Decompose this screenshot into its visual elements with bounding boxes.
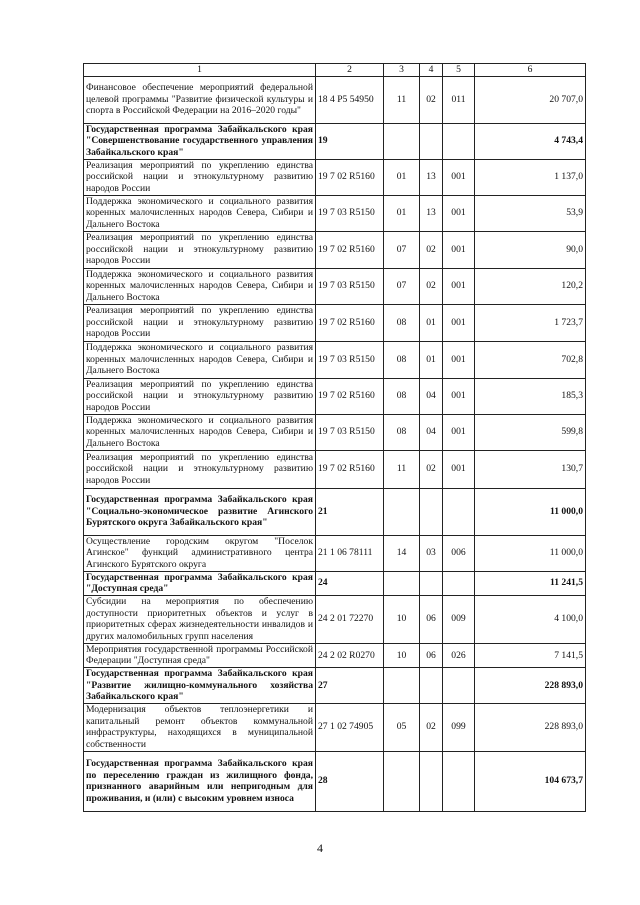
row-subsection-cell (420, 571, 443, 595)
row-sum-cell: 599,8 (475, 414, 586, 450)
row-name-cell: Поддержка экономического и социального развития коренных малочисленных народов Севера, Сибири и Дальнего Востока (84, 268, 316, 304)
row-subsection-cell (420, 123, 443, 159)
row-section-cell: 08 (384, 414, 420, 450)
table-row (84, 667, 586, 703)
row-grbs-cell: 099 (443, 703, 475, 751)
table-row (84, 414, 586, 450)
row-subsection-cell: 06 (420, 595, 443, 643)
row-sum-cell: 120,2 (475, 268, 586, 304)
row-sum-cell: 228 893,0 (475, 667, 586, 703)
row-name-cell: Реализация мероприятий по укреплению единства российской нации и этнокультурному развитию народов России (84, 378, 316, 414)
row-code-cell: 19 7 02 R5160 (316, 231, 384, 268)
row-section-cell: 11 (384, 450, 420, 488)
row-subsection-cell: 13 (420, 159, 443, 195)
row-code-cell: 19 7 02 R5160 (316, 304, 384, 341)
row-subsection-cell: 02 (420, 268, 443, 304)
row-sum-cell: 11 000,0 (475, 535, 586, 571)
row-grbs-cell: 001 (443, 195, 475, 231)
row-name-cell: Финансовое обеспечение мероприятий федеральной целевой программы "Развитие физической культуры и спорта в Российской Федерации на 2016–2020 годы" (84, 76, 316, 123)
row-section-cell (384, 667, 420, 703)
row-section-cell (384, 123, 420, 159)
row-sum-cell: 130,7 (475, 450, 586, 488)
table-row (84, 268, 586, 304)
table-row (84, 195, 586, 231)
col-header-4: 4 (420, 64, 443, 77)
row-grbs-cell (443, 123, 475, 159)
row-section-cell: 07 (384, 268, 420, 304)
row-grbs-cell: 001 (443, 341, 475, 378)
row-name-cell: Реализация мероприятий по укреплению единства российской нации и этнокультурному развитию народов России (84, 304, 316, 341)
row-sum-cell: 228 893,0 (475, 703, 586, 751)
col-header-5: 5 (443, 64, 475, 77)
row-sum-cell: 4 743,4 (475, 123, 586, 159)
row-grbs-cell: 001 (443, 159, 475, 195)
row-subsection-cell: 04 (420, 378, 443, 414)
row-section-cell: 08 (384, 378, 420, 414)
row-grbs-cell: 011 (443, 76, 475, 123)
table-row (84, 341, 586, 378)
row-grbs-cell: 026 (443, 643, 475, 667)
row-section-cell (384, 571, 420, 595)
row-section-cell: 01 (384, 195, 420, 231)
row-code-cell: 19 7 02 R5160 (316, 378, 384, 414)
row-section-cell: 11 (384, 76, 420, 123)
row-grbs-cell: 001 (443, 450, 475, 488)
row-subsection-cell: 04 (420, 414, 443, 450)
row-sum-cell: 11 000,0 (475, 488, 586, 535)
row-subsection-cell: 13 (420, 195, 443, 231)
budget-table-sheet (83, 63, 585, 812)
table-row (84, 450, 586, 488)
table-row (84, 535, 586, 571)
row-sum-cell: 185,3 (475, 378, 586, 414)
row-subsection-cell: 06 (420, 643, 443, 667)
row-sum-cell: 53,9 (475, 195, 586, 231)
table-header-row (84, 64, 586, 77)
col-header-2: 2 (316, 64, 384, 77)
row-sum-cell: 90,0 (475, 231, 586, 268)
row-name-cell: Поддержка экономического и социального развития коренных малочисленных народов Севера, Сибири и Дальнего Востока (84, 195, 316, 231)
row-subsection-cell: 01 (420, 341, 443, 378)
row-name-cell: Государственная программа Забайкальского края "Социально-экономическое развитие Агинского Бурятского округа Забайкальского края" (84, 488, 316, 535)
row-code-cell: 19 7 03 R5150 (316, 195, 384, 231)
row-code-cell: 19 7 02 R5160 (316, 159, 384, 195)
row-name-cell: Осуществление городским округом "Поселок Агинское" функций административного центра Агинского Бурятского округа (84, 535, 316, 571)
row-section-cell: 01 (384, 159, 420, 195)
row-subsection-cell (420, 488, 443, 535)
row-subsection-cell: 02 (420, 703, 443, 751)
table-row (84, 123, 586, 159)
row-code-cell: 19 7 02 R5160 (316, 450, 384, 488)
table-row (84, 76, 586, 123)
row-grbs-cell: 001 (443, 268, 475, 304)
row-code-cell: 24 (316, 571, 384, 595)
row-code-cell: 27 1 02 74905 (316, 703, 384, 751)
row-name-cell: Государственная программа Забайкальского края "Доступная среда" (84, 571, 316, 595)
row-name-cell: Государственная программа Забайкальского края "Развитие жилищно-коммунального хозяйства Забайкальского края" (84, 667, 316, 703)
row-grbs-cell: 001 (443, 231, 475, 268)
row-subsection-cell: 02 (420, 450, 443, 488)
row-name-cell: Модернизация объектов теплоэнергетики и капитальный ремонт объектов коммунальной инфраструктуры, находящихся в муниципальной собственности (84, 703, 316, 751)
row-name-cell: Мероприятия государственной программы Российской Федерации "Доступная среда" (84, 643, 316, 667)
row-section-cell: 05 (384, 703, 420, 751)
table-row (84, 703, 586, 751)
table-row (84, 159, 586, 195)
row-sum-cell: 20 707,0 (475, 76, 586, 123)
table-row (84, 595, 586, 643)
row-sum-cell: 1 723,7 (475, 304, 586, 341)
row-sum-cell: 7 141,5 (475, 643, 586, 667)
row-grbs-cell (443, 667, 475, 703)
table-row (84, 304, 586, 341)
row-sum-cell: 1 137,0 (475, 159, 586, 195)
row-name-cell: Субсидии на мероприятия по обеспечению доступности приоритетных объектов и услуг в приоритетных сферах жизнедеятельности инвалидов и других маломобильных групп населения (84, 595, 316, 643)
row-code-cell: 19 7 03 R5150 (316, 414, 384, 450)
row-name-cell: Реализация мероприятий по укреплению единства российской нации и этнокультурному развитию народов России (84, 159, 316, 195)
table-row (84, 571, 586, 595)
row-section-cell: 08 (384, 341, 420, 378)
row-subsection-cell: 02 (420, 231, 443, 268)
page-number: 4 (317, 841, 323, 855)
row-subsection-cell: 01 (420, 304, 443, 341)
col-header-6: 6 (475, 64, 586, 77)
row-section-cell (384, 488, 420, 535)
col-header-3: 3 (384, 64, 420, 77)
row-code-cell: 21 1 06 78111 (316, 535, 384, 571)
table-row (84, 231, 586, 268)
row-code-cell: 28 (316, 751, 384, 811)
row-name-cell: Реализация мероприятий по укреплению единства российской нации и этнокультурному развитию народов России (84, 231, 316, 268)
row-subsection-cell: 02 (420, 76, 443, 123)
row-code-cell: 18 4 P5 54950 (316, 76, 384, 123)
row-code-cell: 19 (316, 123, 384, 159)
row-grbs-cell: 009 (443, 595, 475, 643)
row-code-cell: 21 (316, 488, 384, 535)
row-section-cell (384, 751, 420, 811)
row-grbs-cell: 001 (443, 378, 475, 414)
row-code-cell: 27 (316, 667, 384, 703)
table-row (84, 751, 586, 811)
row-subsection-cell (420, 667, 443, 703)
table-body (84, 76, 586, 811)
row-code-cell: 24 2 02 R0270 (316, 643, 384, 667)
row-subsection-cell: 03 (420, 535, 443, 571)
row-section-cell: 10 (384, 595, 420, 643)
row-name-cell: Государственная программа Забайкальского края "Совершенствование государственного управления Забайкальского края" (84, 123, 316, 159)
row-sum-cell: 104 673,7 (475, 751, 586, 811)
row-section-cell: 14 (384, 535, 420, 571)
table-row (84, 643, 586, 667)
row-grbs-cell (443, 571, 475, 595)
table-row (84, 488, 586, 535)
row-code-cell: 19 7 03 R5150 (316, 341, 384, 378)
row-sum-cell: 4 100,0 (475, 595, 586, 643)
row-code-cell: 24 2 01 72270 (316, 595, 384, 643)
row-name-cell: Государственная программа Забайкальского края по переселению граждан из жилищного фонда, признанного аварийным или непригодным для проживания, и (или) с высоким уровнем износа (84, 751, 316, 811)
row-subsection-cell (420, 751, 443, 811)
row-name-cell: Поддержка экономического и социального развития коренных малочисленных народов Севера, Сибири и Дальнего Востока (84, 414, 316, 450)
row-grbs-cell: 001 (443, 414, 475, 450)
row-sum-cell: 702,8 (475, 341, 586, 378)
row-grbs-cell (443, 751, 475, 811)
budget-table (83, 63, 586, 812)
row-name-cell: Реализация мероприятий по укреплению единства российской нации и этнокультурному развитию народов России (84, 450, 316, 488)
row-section-cell: 08 (384, 304, 420, 341)
row-section-cell: 10 (384, 643, 420, 667)
row-grbs-cell: 006 (443, 535, 475, 571)
row-section-cell: 07 (384, 231, 420, 268)
row-grbs-cell (443, 488, 475, 535)
row-name-cell: Поддержка экономического и социального развития коренных малочисленных народов Севера, Сибири и Дальнего Востока (84, 341, 316, 378)
table-row (84, 378, 586, 414)
col-header-1: 1 (84, 64, 316, 77)
row-sum-cell: 11 241,5 (475, 571, 586, 595)
row-grbs-cell: 001 (443, 304, 475, 341)
row-code-cell: 19 7 03 R5150 (316, 268, 384, 304)
